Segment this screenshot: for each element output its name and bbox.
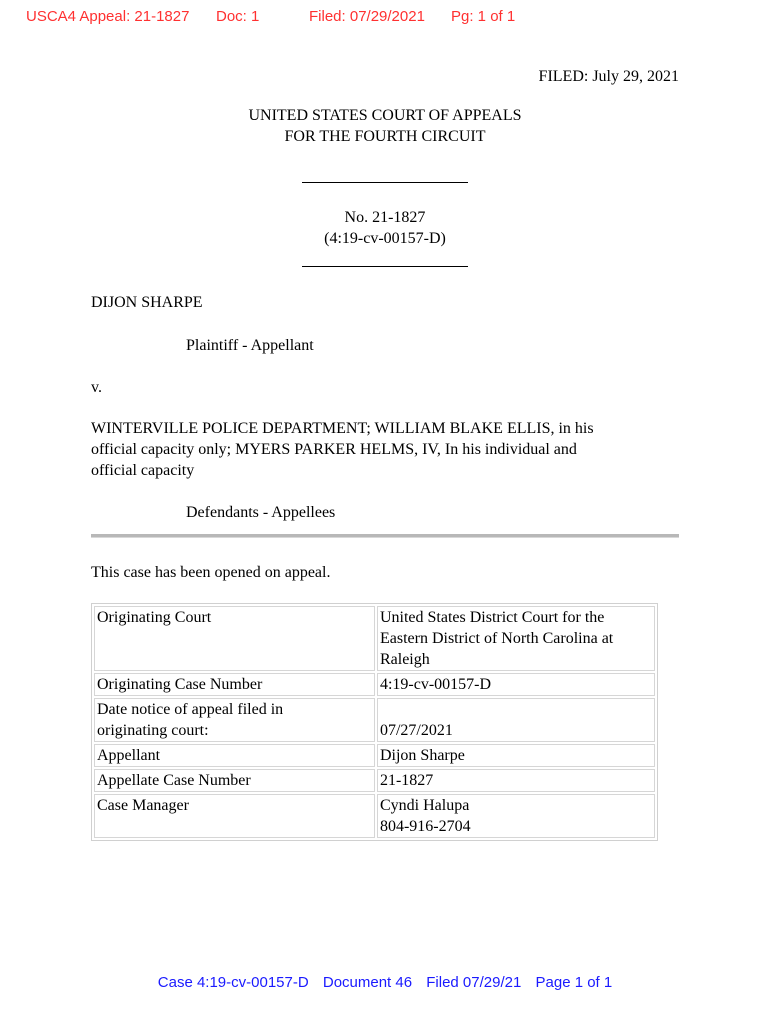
defendants-line-3: official capacity [91, 462, 195, 479]
notice-date-label [94, 698, 375, 742]
originating-court-value-line-3: Raleigh [379, 651, 430, 668]
page-count: Pg: 1 of 1 [451, 8, 516, 25]
divider-top [302, 182, 468, 183]
originating-court-value-line-2: Eastern District of North Carolina at [379, 630, 614, 647]
footer-filed-date: Filed 07/29/21 [426, 974, 522, 991]
filed-line: FILED: July 29, 2021 [538, 68, 679, 85]
case-number: No. 21-1827 [344, 209, 426, 226]
ecf-footer-stamp [0, 974, 770, 991]
originating-court-value-line-1: United States District Court for the [379, 609, 605, 626]
defendants-role: Defendants - Appellees [186, 504, 336, 521]
originating-case-label: Originating Case Number [94, 673, 375, 696]
case-manager-phone: 804-916-2704 [379, 818, 471, 835]
table-row [94, 606, 655, 671]
filed-date: Filed: 07/29/2021 [309, 8, 425, 25]
table-row [94, 698, 655, 742]
originating-court-value [377, 606, 655, 671]
section-separator [91, 534, 679, 538]
appellate-case-value: 21-1827 [377, 769, 655, 792]
court-title [0, 105, 770, 147]
opened-notice: This case has been opened on appeal. [91, 564, 331, 581]
case-manager-value [377, 794, 655, 838]
footer-case-number: Case 4:19-cv-00157-D [157, 974, 309, 991]
appeal-number: USCA4 Appeal: 21-1827 [26, 8, 190, 25]
notice-date-label-line-1: Date notice of appeal filed in [97, 701, 284, 718]
court-title-line-1: UNITED STATES COURT OF APPEALS [248, 107, 522, 124]
table-row [94, 744, 655, 767]
footer-document-number: Document 46 [322, 974, 413, 991]
notice-date-label-line-2: originating court: [97, 722, 209, 739]
table-row [94, 673, 655, 696]
case-manager-label: Case Manager [94, 794, 375, 838]
originating-court-label: Originating Court [94, 606, 375, 671]
notice-date-value: 07/27/2021 [377, 698, 655, 742]
table-row [94, 794, 655, 838]
defendants-line-1: WINTERVILLE POLICE DEPARTMENT; WILLIAM BLAKE ELLIS, in his [91, 420, 594, 437]
footer-page-count: Page 1 of 1 [535, 974, 613, 991]
case-number-block [0, 207, 770, 249]
defendants-names [91, 418, 691, 481]
appellant-label: Appellant [94, 744, 375, 767]
plaintiff-role: Plaintiff - Appellant [186, 337, 314, 354]
defendants-line-2: official capacity only; MYERS PARKER HELMS, IV, In his individual and [91, 441, 577, 458]
originating-case-value: 4:19-cv-00157-D [377, 673, 655, 696]
case-info-table [91, 603, 658, 841]
plaintiff-name: DIJON SHARPE [91, 294, 203, 311]
doc-number: Doc: 1 [216, 8, 260, 25]
district-case-number: (4:19-cv-00157-D) [324, 230, 446, 247]
table-row [94, 769, 655, 792]
versus-label: v. [91, 379, 102, 396]
appellate-case-label: Appellate Case Number [94, 769, 375, 792]
appellant-value: Dijon Sharpe [377, 744, 655, 767]
divider-bottom [302, 266, 468, 267]
case-manager-name: Cyndi Halupa [379, 797, 470, 814]
court-title-line-2: FOR THE FOURTH CIRCUIT [284, 128, 486, 145]
